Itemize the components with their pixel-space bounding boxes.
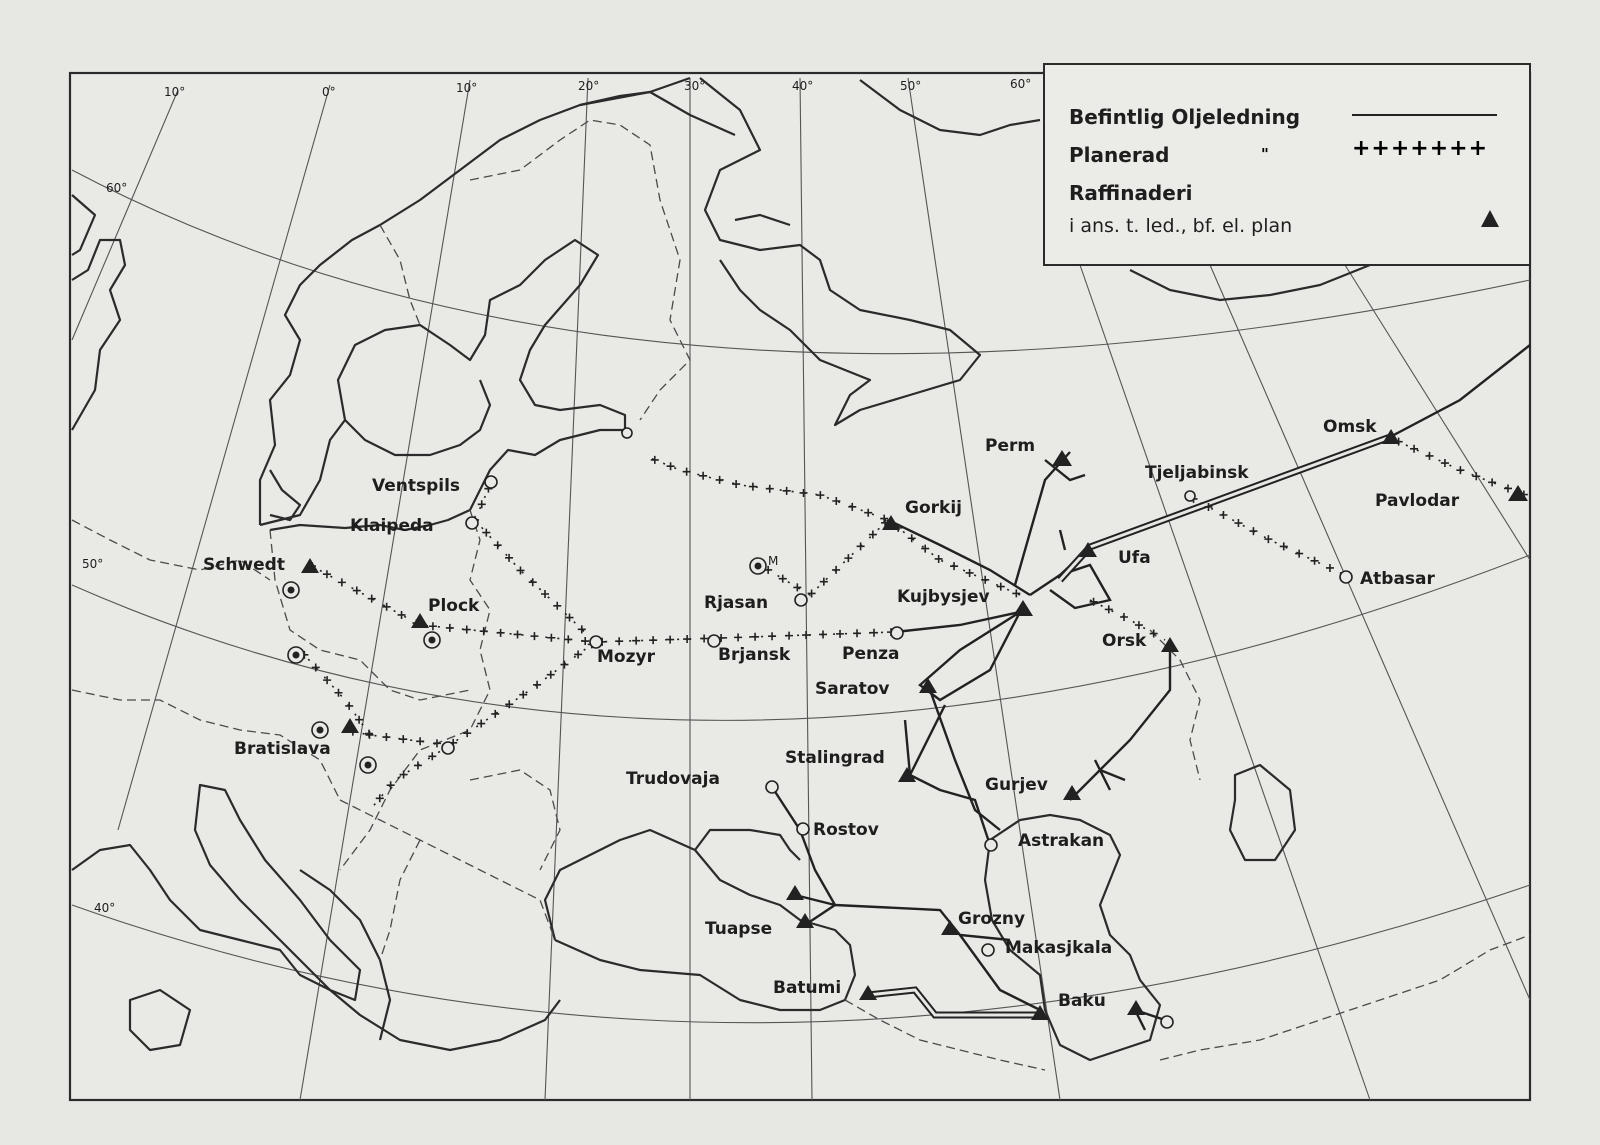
city-marker [766,781,778,793]
legend-refinery-label: Raffinaderi [1069,181,1193,205]
city-label: Makasjkala [1005,938,1113,958]
city-marker [442,742,454,754]
lat-label: 60° [106,181,128,195]
map-legend [1043,63,1531,266]
city-marker [466,517,478,529]
city-label: Rjasan [704,593,769,613]
city-label: Saratov [815,679,890,699]
city-marker [797,823,809,835]
capital-marker [283,582,299,598]
city-label: Pavlodar [1375,491,1460,511]
city-label: Brjansk [718,645,791,665]
city-label: Rostov [813,820,879,840]
city-label: Gorkij [905,498,962,518]
capital-marker-moscow [750,558,766,574]
city-marker [982,944,994,956]
lon-label: 10° [456,81,478,95]
city-label: Schwedt [203,555,285,575]
city-marker [1161,1016,1173,1028]
city-marker [795,594,807,606]
legend-planned-symbol: +++++++ [1352,136,1489,161]
city-marker [485,476,497,488]
city-label: Plock [428,596,480,616]
city-label: Tuapse [705,919,773,939]
moscow-label: M [768,554,779,568]
city-label: Tjeljabinsk [1145,463,1249,483]
city-label: Gurjev [985,775,1048,795]
triangle-icon [1481,210,1499,227]
lon-label: 20° [578,79,600,93]
legend-planned-label: Planerad [1069,143,1170,167]
legend-refinery-note: i ans. t. led., bf. el. plan [1069,215,1293,237]
city-label: Trudovaja [626,769,720,789]
legend-ditto-mark: " [1261,145,1269,163]
city-marker [891,627,903,639]
lon-label: 50° [900,79,922,93]
city-label: Baku [1058,991,1106,1011]
city-marker [1185,491,1195,501]
city-marker [1340,571,1352,583]
capital-marker [360,757,376,773]
lon-label: 10° [164,85,186,99]
legend-existing-label: Befintlig Oljeledning [1069,105,1301,129]
lon-label: 30° [684,79,706,93]
city-label: Perm [985,436,1036,456]
city-marker [985,839,997,851]
city-label: Omsk [1323,417,1377,437]
city-label: Astrakan [1018,831,1105,851]
city-label: Ufa [1118,548,1151,568]
lon-label: 40° [792,79,814,93]
lat-label: 40° [94,901,116,915]
city-label: Ventspils [372,476,461,496]
capital-marker [312,722,328,738]
city-label: Atbasar [1360,569,1435,589]
lon-label: 60° [1010,77,1032,91]
city-label: Mozyr [597,647,655,667]
city-marker [622,428,632,438]
city-label: Kujbysjev [897,587,990,607]
lon-label: 0° [322,85,336,99]
city-label: Orsk [1102,631,1147,651]
city-label: Klaipeda [350,516,434,536]
city-label: Stalingrad [785,748,885,768]
capital-marker [288,647,304,663]
city-label: Batumi [773,978,842,998]
city-label: Penza [842,644,900,664]
capital-marker [424,632,440,648]
legend-existing-line [1352,114,1497,116]
city-label: Bratislava [234,739,331,759]
city-label: Grozny [958,909,1026,929]
lat-label: 50° [82,557,104,571]
